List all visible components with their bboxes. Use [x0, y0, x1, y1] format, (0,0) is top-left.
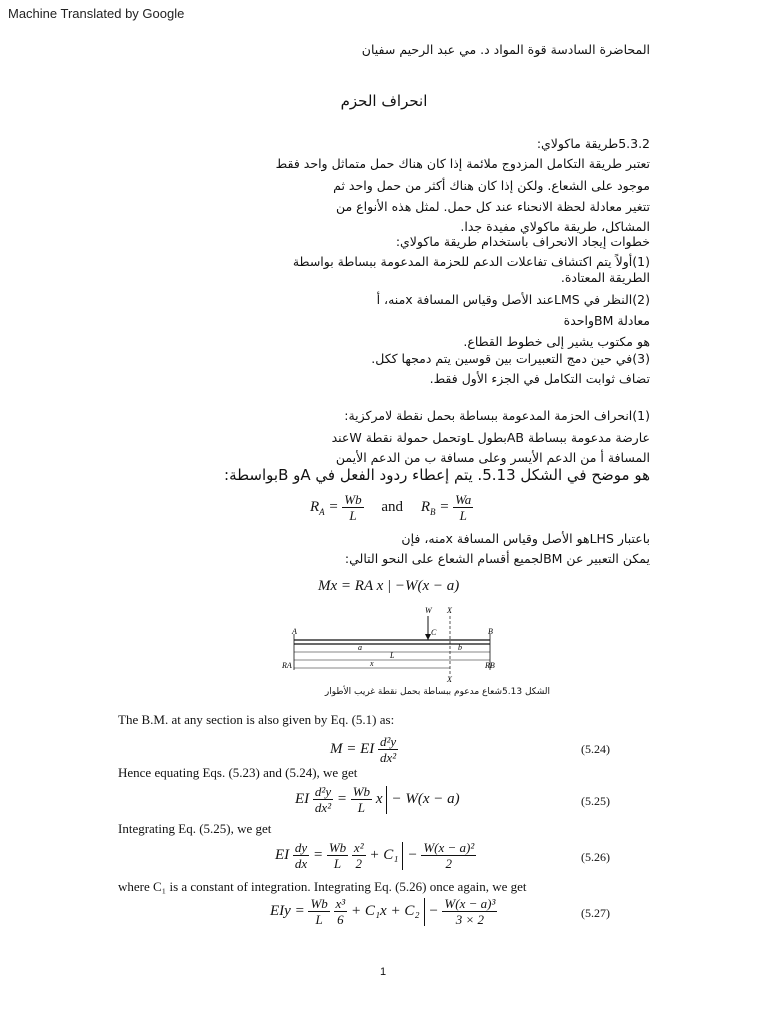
step-3-line: تضاف ثوابت التكامل في الجزء الأول فقط. [429, 371, 650, 386]
equation-5-25: EI $\frac{\text{d²y}}{\text{dx²}}$ = $\frac{Wb}{L}$ x − W(x − a) [295, 784, 460, 815]
english-line: where C₁ is a constant of integration. Integrating Eq. (5.26) once again, we get [118, 879, 527, 894]
equation-5-26: EI $\frac{dy}{dx}$ = $\frac{Wb}{L}$ $\frac{\text{x²}}{2}$ + C₁ − $\frac{\text{W(x − a)²}}{2}$ [275, 840, 475, 871]
step-3-line: (3)في حين دمج التعبيرات بين قوسين يتم دمجها ككل. [371, 351, 650, 366]
reactions-equation: $R_A$ = $\frac{Wb}{L}$ and $R_B$ = $\frac{Wa}{L}$ [310, 492, 472, 523]
section-label-bottom: X [447, 675, 452, 684]
page-title: انحراف الحزم [340, 92, 428, 110]
step-2-line: (2)النظر في LMSعند الأصل وقياس المسافة xمنه، أ [376, 292, 650, 307]
moment-equation: Mx = RA x | −W(x − a) [318, 578, 460, 594]
beam-figure [280, 604, 500, 684]
reaction-a-label: RA [282, 661, 292, 670]
figure-caption: الشكل 5.13شعاع مدعوم ببساطة بحمل نقطة غريب الأطوار [324, 687, 550, 697]
machine-translation-banner: Machine Translated by Google [8, 6, 185, 21]
reactions-line: هو موضح في الشكل 5.13. يتم إعطاء ردود الفعل في Aو Bبواسطة: [224, 466, 650, 484]
case-line: عارضة مدعومة ببساطة ABبطول Lوتحمل حمولة نقطة Wعند [331, 430, 650, 445]
lhs-line: باعتبار LHSهو الأصل وقياس المسافة xمنه، فإن [401, 531, 650, 546]
lhs-line: يمكن التعبير عن BMلجميع أقسام الشعاع على النحو التالي: [344, 551, 650, 566]
step-2-line: معادلة BMواحدة [563, 313, 650, 328]
equation-5-27: EIy = $\frac{Wb}{L}$ $\frac{\text{x³}}{6}$ + C₁x + C₂ − $\frac{\text{W(x − a)³}}{3 \times 2}$ [270, 896, 496, 927]
section-heading: 5.3.2طريقة ماكولاي: [536, 136, 650, 151]
steps-heading: خطوات إيجاد الانحراف باستخدام طريقة ماكولاي: [395, 234, 650, 249]
case-heading: (1)انحراف الحزمة المدعومة ببساطة بحمل نقطة لامركزية: [344, 408, 650, 423]
paragraph-line: المشاكل، طريقة ماكولاي مفيدة جدا. [460, 219, 650, 234]
load-label: W [425, 606, 432, 615]
equation-number: (5.24) [581, 742, 610, 756]
lecture-header: المحاضرة السادسة قوة المواد د. مي عبد الرحيم سفيان [361, 42, 650, 57]
paragraph-line: تعتبر طريقة التكامل المزدوج ملائمة إذا كان هناك حمل متماثل واحد فقط [275, 156, 650, 171]
page-number: 1 [380, 966, 387, 978]
case-line: المسافة أ من الدعم الأيسر وعلى مسافة ب من الدعم الأيمن [335, 450, 650, 465]
dim-a-label: a [358, 643, 362, 652]
step-1-line: الطريقة المعتادة. [560, 270, 650, 285]
english-line: The B.M. at any section is also given by Eq. (5.1) as: [118, 712, 395, 727]
paragraph-line: موجود على الشعاع. ولكن إذا كان هناك أكثر من حمل واحد ثم [333, 178, 650, 193]
equation-number: (5.26) [581, 850, 610, 864]
end-a-label: A [292, 627, 297, 636]
step-2-line: هو مكتوب يشير إلى خطوط القطاع. [463, 334, 650, 349]
section-label-top: X [447, 606, 452, 615]
equation-number: (5.25) [581, 794, 610, 808]
dim-x-label: x [370, 659, 374, 668]
step-1-line: (1)أولاً يتم اكتشاف تفاعلات الدعم للحزمة المدعومة ببساطة بواسطة [292, 254, 650, 269]
paragraph-line: تتغير معادلة لحظة الانحناء عند كل حمل. لمثل هذه الأنواع من [336, 199, 650, 214]
dim-b-label: b [458, 643, 462, 652]
point-c-label: C [431, 628, 437, 637]
end-b-label: B [488, 627, 493, 636]
equation-5-24: M = EI $\frac{\text{d²y}}{\text{dx²}}$ [330, 734, 397, 765]
equation-number: (5.27) [581, 906, 610, 920]
english-line: Integrating Eq. (5.25), we get [118, 821, 272, 836]
reaction-b-label: RB [485, 661, 495, 670]
english-line: Hence equating Eqs. (5.23) and (5.24), we get [118, 765, 358, 780]
dim-l-label: L [390, 651, 395, 660]
